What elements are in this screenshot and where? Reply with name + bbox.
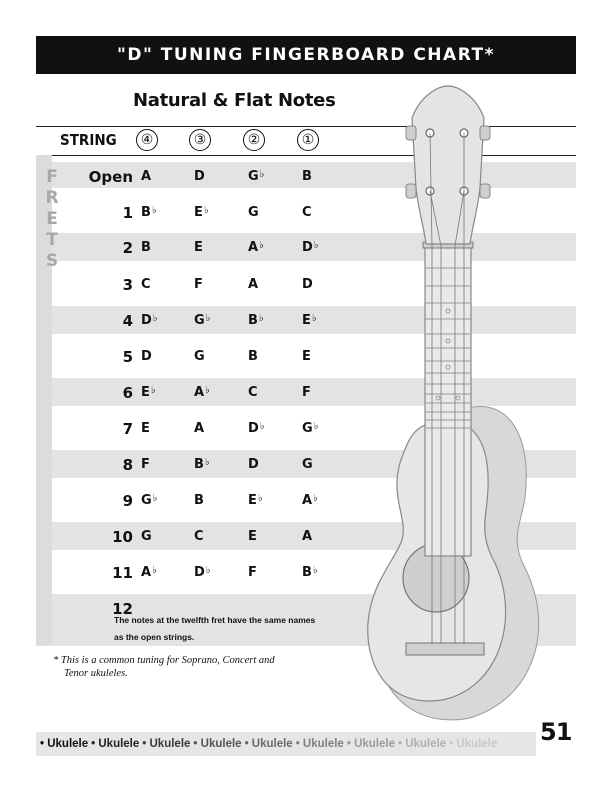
note-cell bbox=[194, 565, 211, 580]
footer-word: • Ukulele bbox=[40, 738, 89, 750]
note-letter: B bbox=[141, 240, 151, 255]
flat-sign: ♭ bbox=[311, 313, 317, 324]
note-cell bbox=[141, 493, 157, 508]
ukulele-illustration bbox=[360, 78, 560, 728]
chart-title: "D" TUNING FINGERBOARD CHART* bbox=[116, 45, 496, 65]
flat-sign: ♭ bbox=[313, 421, 319, 432]
note-cell bbox=[302, 421, 318, 436]
note-letter: C bbox=[248, 385, 258, 400]
note-cell bbox=[302, 565, 318, 580]
chart-title-bar bbox=[36, 36, 576, 74]
flat-sign: ♭ bbox=[313, 240, 319, 251]
flat-sign: ♭ bbox=[151, 205, 157, 216]
flat-sign: ♭ bbox=[205, 565, 211, 576]
note-letter: A bbox=[302, 529, 313, 544]
note-cell bbox=[141, 565, 157, 580]
note-cell bbox=[302, 240, 319, 255]
note-cell bbox=[248, 457, 259, 472]
frets-label-letter: E bbox=[46, 209, 58, 229]
frets-label-letter: T bbox=[46, 230, 58, 250]
note-cell bbox=[141, 169, 151, 184]
fret-number: 11 bbox=[112, 564, 133, 582]
note-cell bbox=[248, 205, 259, 220]
fret-number: 1 bbox=[122, 204, 133, 222]
note-letter: G bbox=[194, 313, 205, 328]
fret-number: 4 bbox=[122, 312, 133, 330]
fret-number: 3 bbox=[122, 276, 133, 294]
note-letter: E bbox=[248, 493, 257, 508]
note-cell bbox=[302, 529, 312, 544]
note-cell bbox=[302, 205, 312, 220]
frets-label-letter: F bbox=[46, 167, 58, 187]
note-cell bbox=[194, 277, 203, 292]
note-cell bbox=[248, 529, 257, 544]
footnote-line2: Tenor ukuleles. bbox=[64, 668, 128, 679]
note-cell bbox=[302, 385, 311, 400]
note-letter: D bbox=[248, 421, 259, 436]
footer-word: • Ukulele bbox=[449, 738, 498, 750]
note-letter: D bbox=[141, 349, 152, 364]
note-letter: E bbox=[194, 205, 203, 220]
note-cell bbox=[141, 277, 151, 292]
note-cell bbox=[194, 457, 210, 472]
note-letter: C bbox=[302, 205, 312, 220]
flat-sign: ♭ bbox=[205, 385, 210, 396]
flat-sign: ♭ bbox=[259, 240, 264, 251]
note-letter: B bbox=[248, 313, 258, 328]
flat-sign: ♭ bbox=[150, 385, 156, 396]
flat-sign: ♭ bbox=[258, 313, 264, 324]
flat-sign: ♭ bbox=[259, 421, 265, 432]
note-letter: B bbox=[302, 565, 312, 580]
note-cell bbox=[194, 385, 210, 400]
note-cell bbox=[248, 313, 264, 328]
note-letter: F bbox=[302, 385, 311, 400]
note-cell bbox=[248, 421, 265, 436]
note-cell bbox=[194, 169, 205, 184]
fret-number: 9 bbox=[122, 492, 133, 510]
note-cell bbox=[141, 349, 152, 364]
flat-sign: ♭ bbox=[204, 457, 210, 468]
flat-sign: ♭ bbox=[257, 493, 263, 504]
note-letter: B bbox=[194, 457, 204, 472]
twelfth-fret-note bbox=[114, 612, 354, 646]
flat-sign: ♭ bbox=[152, 565, 157, 576]
flat-sign: ♭ bbox=[152, 493, 158, 504]
twelfth-fret-note-line1: The notes at the twelfth fret have the same names bbox=[114, 615, 316, 625]
note-cell bbox=[141, 529, 152, 544]
note-letter: A bbox=[141, 169, 152, 184]
note-letter: E bbox=[141, 385, 150, 400]
note-cell bbox=[194, 529, 204, 544]
note-letter: E bbox=[141, 421, 150, 436]
footer-word: • Ukulele bbox=[193, 738, 242, 750]
flat-sign: ♭ bbox=[312, 565, 318, 576]
note-cell bbox=[302, 349, 311, 364]
note-letter: G bbox=[141, 493, 152, 508]
footer-word: • Ukulele bbox=[295, 738, 344, 750]
frets-label-letter: R bbox=[45, 188, 59, 208]
note-letter: G bbox=[141, 529, 152, 544]
note-cell bbox=[302, 169, 312, 184]
note-letter: G bbox=[248, 205, 259, 220]
note-cell bbox=[302, 493, 318, 508]
frets-label-letter: S bbox=[45, 251, 59, 271]
note-cell bbox=[302, 457, 313, 472]
note-letter: G bbox=[194, 349, 205, 364]
fret-number: 8 bbox=[122, 456, 133, 474]
fret-number: 5 bbox=[122, 348, 133, 366]
string-number-4: ④ bbox=[136, 129, 158, 151]
note-letter: F bbox=[141, 457, 150, 472]
note-letter: D bbox=[141, 313, 152, 328]
note-cell bbox=[141, 240, 151, 255]
note-letter: F bbox=[248, 565, 257, 580]
fret-number: 12 bbox=[112, 600, 133, 618]
note-cell bbox=[194, 421, 204, 436]
note-cell bbox=[248, 169, 264, 184]
note-cell bbox=[141, 313, 158, 328]
note-letter: E bbox=[248, 529, 257, 544]
note-letter: F bbox=[194, 277, 203, 292]
note-letter: B bbox=[302, 169, 312, 184]
flat-sign: ♭ bbox=[259, 169, 265, 180]
note-letter: E bbox=[302, 349, 311, 364]
note-letter: G bbox=[248, 169, 259, 184]
footer-ukulele-words bbox=[40, 738, 500, 750]
chart-subtitle: Natural & Flat Notes bbox=[133, 90, 336, 111]
note-letter: D bbox=[194, 169, 205, 184]
note-letter: A bbox=[248, 277, 259, 292]
note-cell bbox=[194, 493, 204, 508]
note-letter: A bbox=[194, 421, 205, 436]
note-letter: D bbox=[302, 240, 313, 255]
note-letter: A bbox=[141, 565, 152, 580]
footer-word: • Ukulele bbox=[397, 738, 447, 750]
note-cell bbox=[248, 493, 263, 508]
note-letter: E bbox=[302, 313, 311, 328]
footnote-line1: * This is a common tuning for Soprano, Concert and bbox=[53, 655, 275, 666]
footer-word: • Ukulele bbox=[346, 738, 395, 750]
fret-number: 10 bbox=[112, 528, 133, 546]
note-letter: A bbox=[194, 385, 205, 400]
note-cell bbox=[141, 385, 156, 400]
note-letter: B bbox=[141, 205, 151, 220]
note-letter: D bbox=[194, 565, 205, 580]
fret-number: Open bbox=[88, 168, 133, 186]
note-cell bbox=[248, 349, 258, 364]
string-number-3: ③ bbox=[189, 129, 211, 151]
note-cell bbox=[194, 313, 210, 328]
note-letter: C bbox=[141, 277, 151, 292]
note-cell bbox=[194, 240, 203, 255]
note-letter: G bbox=[302, 457, 313, 472]
note-letter: A bbox=[302, 493, 313, 508]
fret-number: 7 bbox=[122, 420, 133, 438]
note-cell bbox=[248, 240, 264, 255]
fret-number: 2 bbox=[122, 239, 133, 257]
flat-sign: ♭ bbox=[203, 205, 209, 216]
note-letter: G bbox=[302, 421, 313, 436]
tuning-footnote bbox=[53, 654, 343, 680]
flat-sign: ♭ bbox=[205, 313, 211, 324]
note-cell bbox=[194, 205, 209, 220]
flat-sign: ♭ bbox=[152, 313, 158, 324]
string-number-1: ① bbox=[297, 129, 319, 151]
footer-word: • Ukulele bbox=[244, 738, 293, 750]
footer-word: • Ukulele bbox=[91, 738, 140, 750]
note-cell bbox=[302, 313, 317, 328]
note-cell bbox=[141, 205, 157, 220]
page-number: 51 bbox=[540, 718, 572, 746]
flat-sign: ♭ bbox=[313, 493, 318, 504]
note-cell bbox=[248, 565, 257, 580]
note-letter: B bbox=[194, 493, 204, 508]
note-cell bbox=[141, 421, 150, 436]
note-letter: B bbox=[248, 349, 258, 364]
note-cell bbox=[141, 457, 150, 472]
string-number-2: ② bbox=[243, 129, 265, 151]
note-cell bbox=[302, 277, 313, 292]
note-cell bbox=[248, 277, 258, 292]
string-header-label: STRING bbox=[60, 131, 117, 149]
note-cell bbox=[194, 349, 205, 364]
note-letter: C bbox=[194, 529, 204, 544]
twelfth-fret-note-line2: as the open strings. bbox=[114, 632, 195, 642]
note-letter: A bbox=[248, 240, 259, 255]
note-letter: E bbox=[194, 240, 203, 255]
note-letter: D bbox=[302, 277, 313, 292]
fret-number: 6 bbox=[122, 384, 133, 402]
note-letter: D bbox=[248, 457, 259, 472]
note-cell bbox=[248, 385, 258, 400]
footer-word: • Ukulele bbox=[142, 738, 191, 750]
